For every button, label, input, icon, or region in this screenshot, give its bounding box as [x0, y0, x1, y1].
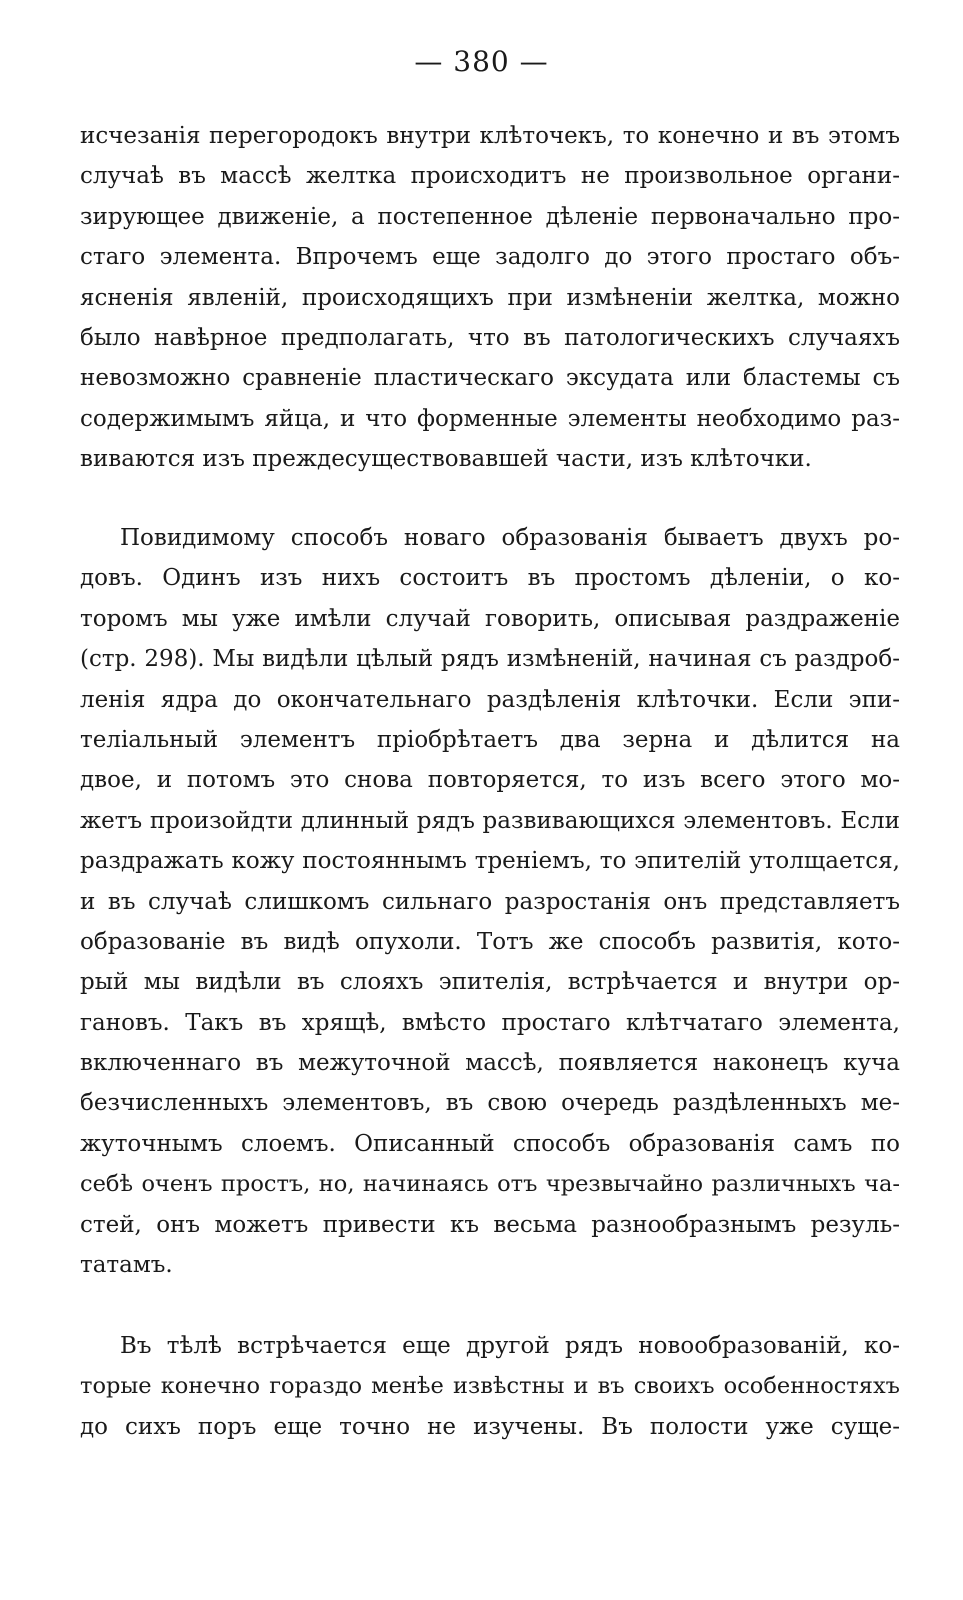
text-line: гановъ. Такъ въ хрящѣ, вмѣсто простаго клѣтчатаго элемента, [80, 1009, 900, 1036]
text-line: раздражать кожу постояннымъ треніемъ, то эпителій утолщается, [80, 848, 900, 875]
paragraph [80, 1326, 900, 1447]
text-line: татамъ. [80, 1252, 173, 1279]
text-line: образованіе въ видѣ опухоли. Тотъ же способъ развитія, кото- [80, 928, 900, 955]
text-line: виваются изъ преждесуществовавшей части, изъ клѣточки. [80, 446, 812, 473]
text-line: торомъ мы уже имѣли случай говорить, описывая раздраженіе [80, 605, 900, 632]
paragraph [80, 518, 900, 1285]
text-line: стей, онъ можетъ привести къ весьма разнообразнымъ резуль- [80, 1211, 900, 1238]
text-line: ясненія явленій, происходящихъ при измѣненіи желтка, можно [80, 284, 900, 311]
text-line: двое, и потомъ это снова повторяется, то изъ всего этого мо- [80, 767, 900, 794]
text-line: Повидимому способъ новаго образованія бываетъ двухъ ро- [120, 525, 900, 551]
text-line: себѣ оченъ простъ, но, начинаясь отъ чрезвычайно различныхъ ча- [80, 1171, 900, 1198]
text-line: до сихъ поръ еще точно не изучены. Въ полости уже суще- [80, 1413, 900, 1440]
text-line: жетъ произойдти длинный рядъ развивающихся элементовъ. Если [80, 807, 900, 834]
text-line: случаѣ въ массѣ желтка происходитъ не произвольное органи- [80, 163, 900, 190]
text-line: рый мы видѣли въ слояхъ эпителія, встрѣчается и внутри ор- [80, 969, 900, 996]
page-number: — 380 — [414, 45, 549, 78]
text-line: безчисленныхъ элементовъ, въ свою очередь раздѣленныхъ ме- [80, 1090, 900, 1117]
text-line: и въ случаѣ слишкомъ сильнаго разростанія онъ представляетъ [80, 888, 900, 915]
text-line: торые конечно гораздо менѣе извѣстны и въ своихъ особенностяхъ [80, 1373, 900, 1400]
text-line: включеннаго въ межуточной массѣ, появляется наконецъ куча [80, 1050, 900, 1077]
text-line: довъ. Одинъ изъ нихъ состоитъ въ простомъ дѣленіи, о ко- [80, 565, 900, 592]
text-line: Въ тѣлѣ встрѣчается еще другой рядъ новообразованій, ко- [120, 1333, 900, 1359]
text-line: теліальный элементъ пріобрѣтаетъ два зерна и дѣлится на [80, 726, 900, 753]
text-line: зирующее движеніе, а постепенное дѣленіе первоначально про- [80, 203, 900, 230]
text-line: исчезанія перегородокъ внутри клѣточекъ, то конечно и въ этомъ [80, 123, 900, 149]
text-line: стаго элемента. Впрочемъ еще задолго до этого простаго объ- [80, 244, 900, 271]
text-line: жуточнымъ слоемъ. Описанный способъ образованія самъ по [80, 1130, 900, 1157]
text-line: ленія ядра до окончательнаго раздѣленія клѣточки. Если эпи- [80, 686, 900, 713]
text-line: (стр. 298). Мы видѣли цѣлый рядъ измѣненій, начиная съ раздроб- [80, 646, 900, 673]
text-line: было навѣрное предполагать, что въ патологическихъ случаяхъ [80, 324, 900, 351]
text-line: содержимымъ яйца, и что форменные элементы необходимо раз- [80, 405, 900, 432]
text-line: невозможно сравненіе пластическаго эксудата или бластемы съ [80, 365, 900, 392]
paragraph [80, 116, 900, 480]
